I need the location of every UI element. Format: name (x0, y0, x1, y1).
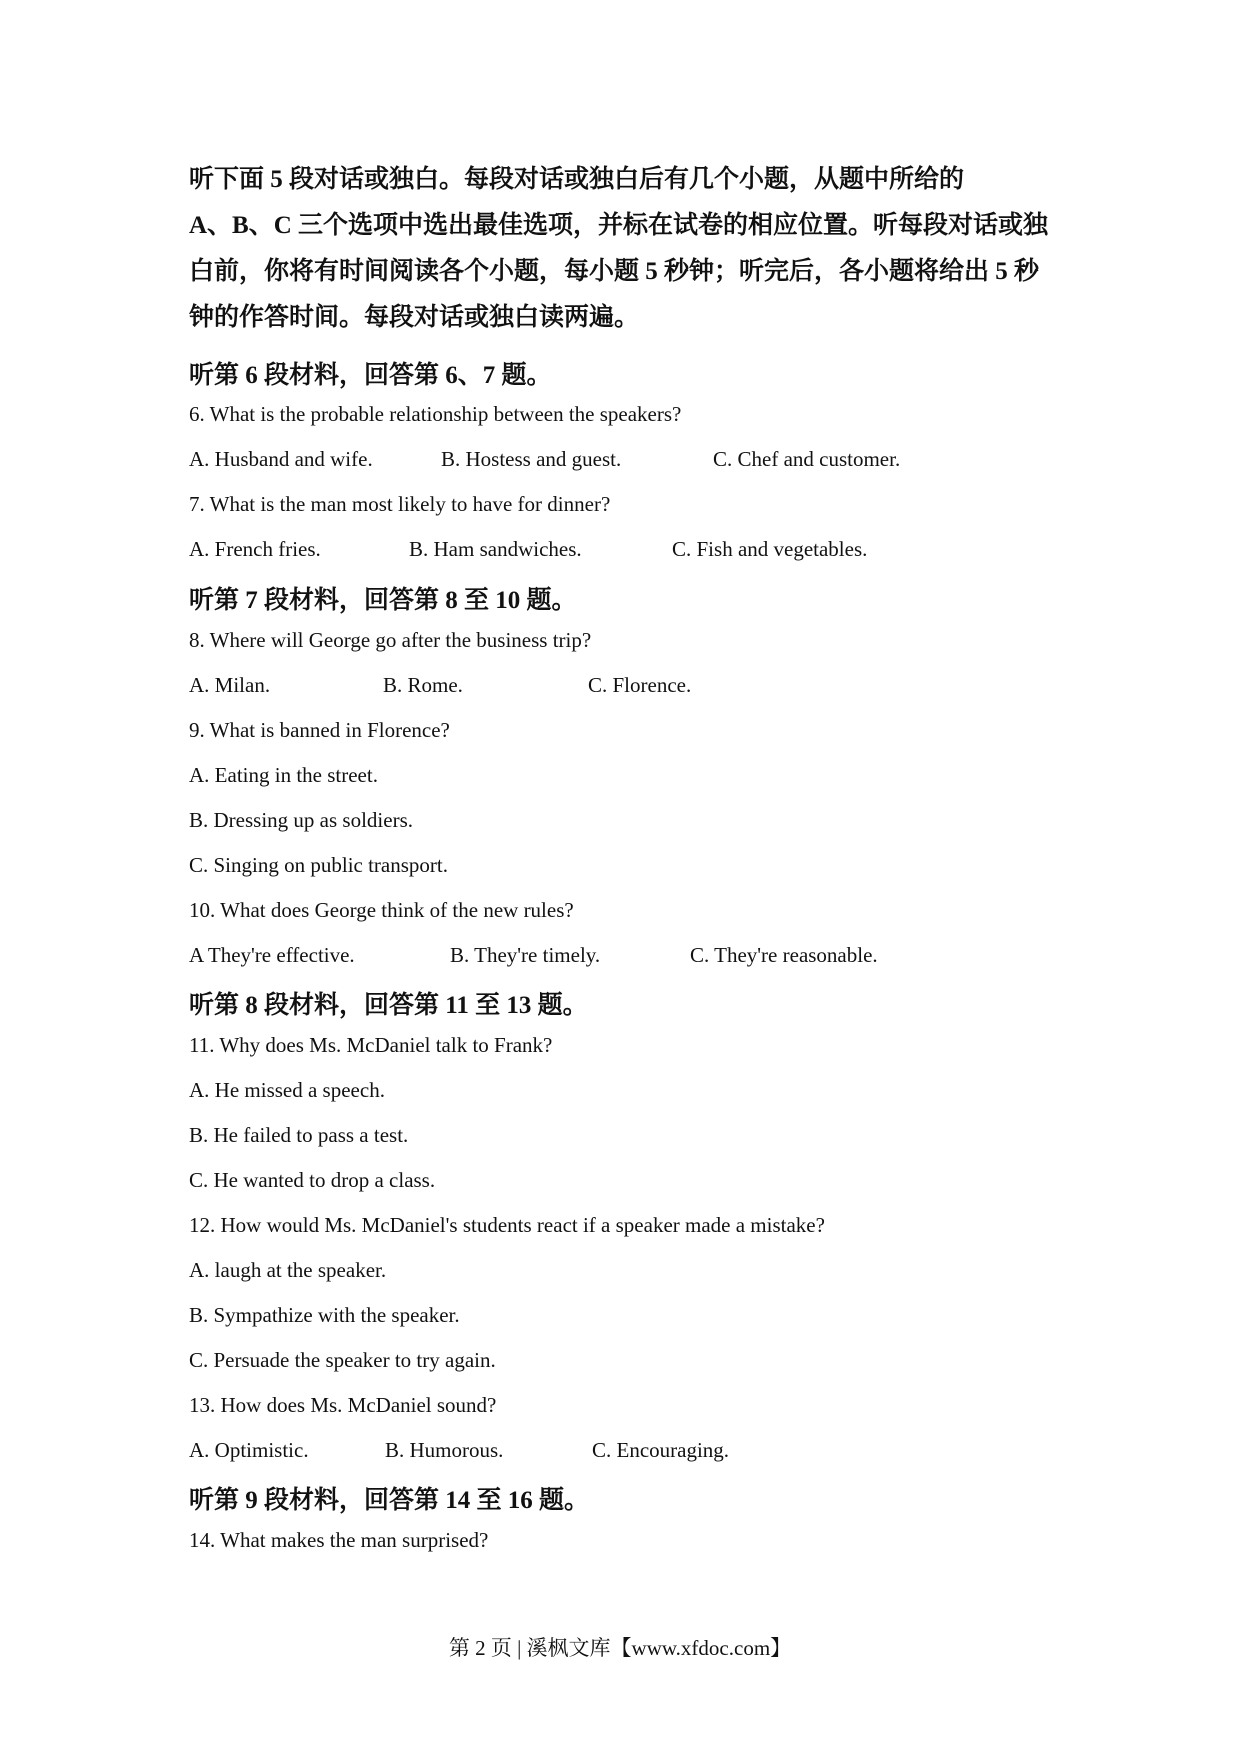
option-b: B. Ham sandwiches. (409, 537, 582, 561)
question-stem: 12. How would Ms. McDaniel's students react if a speaker made a mistake? (189, 1213, 825, 1237)
instructions-line: A、B、C 三个选项中选出最佳选项，并标在试卷的相应位置。听每段对话或独 (189, 212, 1049, 239)
question-stem: 8. Where will George go after the business trip? (189, 628, 592, 652)
option-b: B. He failed to pass a test. (189, 1123, 409, 1147)
page-footer: 第 2 页 | 溪枫文库【www.xfdoc.com】 (448, 1636, 792, 1660)
option-a: A. Milan. (189, 673, 271, 697)
option-a: A. French fries. (189, 537, 321, 561)
question-stem: 14. What makes the man surprised? (189, 1528, 489, 1552)
section-heading: 听第 9 段材料，回答第 14 至 16 题。 (189, 1487, 590, 1514)
option-c: C. Chef and customer. (713, 447, 901, 471)
option-a: A They're effective. (189, 943, 355, 967)
question-stem: 6. What is the probable relationship between the speakers? (189, 402, 682, 426)
section-heading: 听第 7 段材料，回答第 8 至 10 题。 (189, 587, 577, 614)
option-c: C. Singing on public transport. (189, 853, 448, 877)
option-a: A. Eating in the street. (189, 763, 378, 787)
option-c: C. They're reasonable. (690, 943, 878, 967)
question-stem: 9. What is banned in Florence? (189, 718, 450, 742)
option-c: C. He wanted to drop a class. (189, 1168, 436, 1192)
option-c: C. Fish and vegetables. (672, 537, 868, 561)
instructions-block (189, 157, 1059, 341)
option-c: C. Encouraging. (592, 1438, 730, 1462)
option-b: B. Rome. (383, 673, 463, 697)
option-a: A. Optimistic. (189, 1438, 309, 1462)
option-b: B. Hostess and guest. (441, 447, 622, 471)
instructions-line: 听下面 5 段对话或独白。每段对话或独白后有几个小题，从题中所给的 (189, 166, 965, 193)
instructions-line: 白前，你将有时间阅读各个小题，每小题 5 秒钟；听完后，各小题将给出 5 秒 (189, 258, 1040, 285)
option-c: C. Persuade the speaker to try again. (189, 1348, 496, 1372)
option-a: A. He missed a speech. (189, 1078, 385, 1102)
option-a: A. Husband and wife. (189, 447, 373, 471)
section-heading: 听第 8 段材料，回答第 11 至 13 题。 (189, 992, 588, 1019)
option-b: B. Dressing up as soldiers. (189, 808, 413, 832)
option-b: B. Sympathize with the speaker. (189, 1303, 460, 1327)
option-b: B. They're timely. (450, 943, 601, 967)
section-heading: 听第 6 段材料，回答第 6、7 题。 (189, 362, 552, 389)
question-stem: 11. Why does Ms. McDaniel talk to Frank? (189, 1033, 553, 1057)
option-b: B. Humorous. (385, 1438, 504, 1462)
option-a: A. laugh at the speaker. (189, 1258, 387, 1282)
question-stem: 13. How does Ms. McDaniel sound? (189, 1393, 497, 1417)
question-stem: 7. What is the man most likely to have for dinner? (189, 492, 611, 516)
question-stem: 10. What does George think of the new rules? (189, 898, 574, 922)
instructions-line: 钟的作答时间。每段对话或独白读两遍。 (189, 304, 640, 331)
option-c: C. Florence. (588, 673, 692, 697)
